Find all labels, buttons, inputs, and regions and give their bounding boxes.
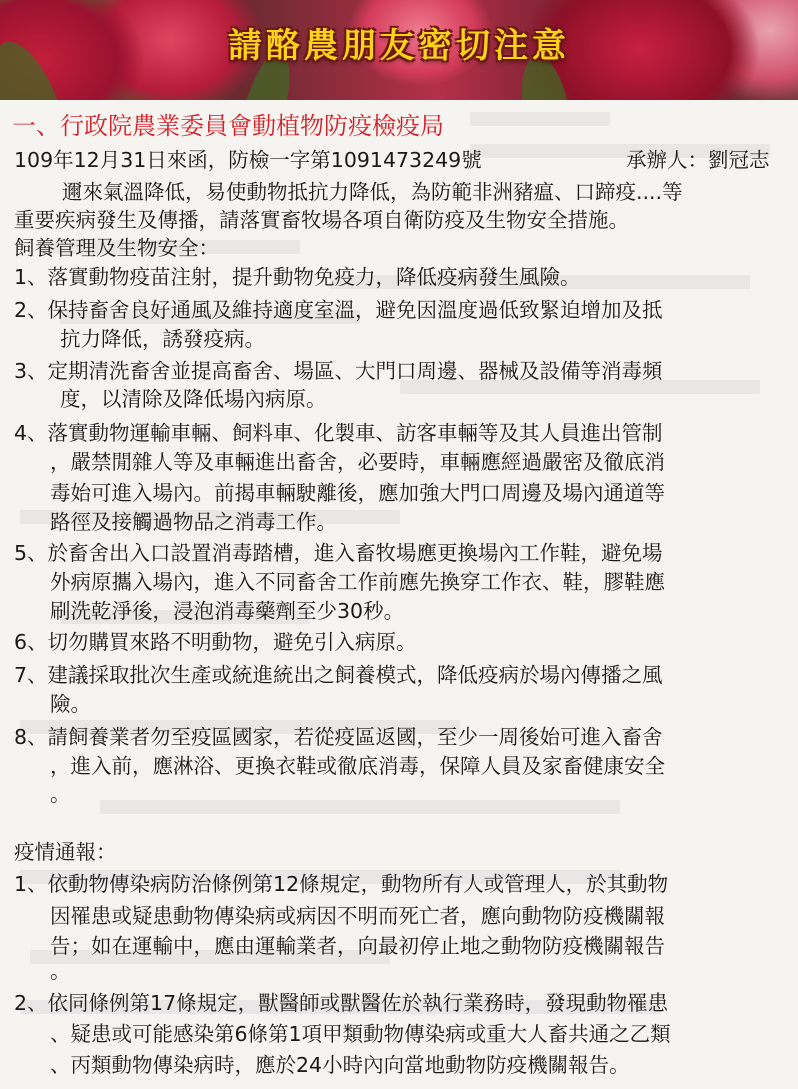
list-item-cont: ，進入前，應淋浴、更換衣鞋或徹底消毒，保障人員及家畜健康安全 <box>50 754 665 778</box>
list-item-cont: 告；如在運輸中，應由運輸業者，向最初停止地之動物防疫機關報告 <box>50 934 665 958</box>
list-item: 1、落實動物疫苗注射，提升動物免疫力，降低疫病發生風險。 <box>14 265 581 289</box>
subhead-biosecurity: 飼養管理及生物安全： <box>14 236 219 260</box>
subhead-reporting: 疫情通報： <box>14 840 117 864</box>
list-item-cont: 因罹患或疑患動物傳染病或病因不明而死亡者，應向動物防疫機關報 <box>50 904 665 928</box>
list-item-cont: 抗力降低，誘發疫病。 <box>60 327 265 351</box>
list-item-cont: 路徑及接觸過物品之消毒工作。 <box>50 510 337 534</box>
list-item-cont: 險。 <box>50 692 91 716</box>
list-item: 3、定期清洗畜舍並提高畜舍、場區、大門口周邊、器械及設備等消毒頻 <box>14 359 663 383</box>
list-item: 5、於畜舍出入口設置消毒踏槽，進入畜牧場應更換場內工作鞋，避免場 <box>14 541 663 565</box>
list-item-cont: ，嚴禁閒雜人等及車輛進出畜舍，必要時，車輛應經過嚴密及徹底消 <box>50 450 665 474</box>
handler-name: 承辦人：劉冠志 <box>626 148 770 172</box>
list-item-cont: 、丙類動物傳染病時，應於24小時內向當地動物防疫機關報告。 <box>50 1053 630 1077</box>
list-item-cont: 。 <box>50 959 71 983</box>
list-item: 2、依同條例第17條規定，獸醫師或獸醫佐於執行業務時，發現動物罹患 <box>14 991 669 1015</box>
list-item-cont: 毒始可進入場內。前揭車輛駛離後，應加強大門口周邊及場內通道等 <box>50 481 665 505</box>
letter-reference: 109年12月31日來函，防檢一字第1091473249號 <box>14 148 482 172</box>
list-item: 6、切勿購買來路不明動物，避免引入病原。 <box>14 630 417 654</box>
list-item: 1、依動物傳染病防治條例第12條規定，動物所有人或管理人，於其動物 <box>14 872 669 896</box>
list-item: 7、建議採取批次生產或統進統出之飼養模式，降低疫病於場內傳播之風 <box>14 663 663 687</box>
intro-line: 邇來氣溫降低，易使動物抵抗力降低，為防範非洲豬瘟、口蹄疫....等 <box>62 180 683 204</box>
list-item-cont: 、疑患或可能感染第6條第1項甲類動物傳染病或重大人畜共通之乙類 <box>50 1022 671 1046</box>
intro-line: 重要疾病發生及傳播，請落實畜牧場各項自衛防疫及生物安全措施。 <box>14 208 629 232</box>
banner-title: 請酪農朋友密切注意 <box>228 26 570 66</box>
list-item-cont: 。 <box>50 782 71 806</box>
section-title: 一、行政院農業委員會動植物防疫檢疫局 <box>12 112 444 140</box>
list-item: 2、保持畜舍良好通風及維持適度室溫，避免因溫度過低致緊迫增加及抵 <box>14 298 663 322</box>
list-item: 4、落實動物運輸車輛、飼料車、化製車、訪客車輛等及其人員進出管制 <box>14 421 663 445</box>
list-item-cont: 刷洗乾淨後，浸泡消毒藥劑至少30秒。 <box>50 599 405 623</box>
list-item-cont: 度，以清除及降低場內病原。 <box>60 387 327 411</box>
list-item: 8、請飼養業者勿至疫區國家，若從疫區返國，至少一周後始可進入畜舍 <box>14 725 663 749</box>
list-item-cont: 外病原攜入場內，進入不同畜舍工作前應先換穿工作衣、鞋，膠鞋應 <box>50 570 665 594</box>
